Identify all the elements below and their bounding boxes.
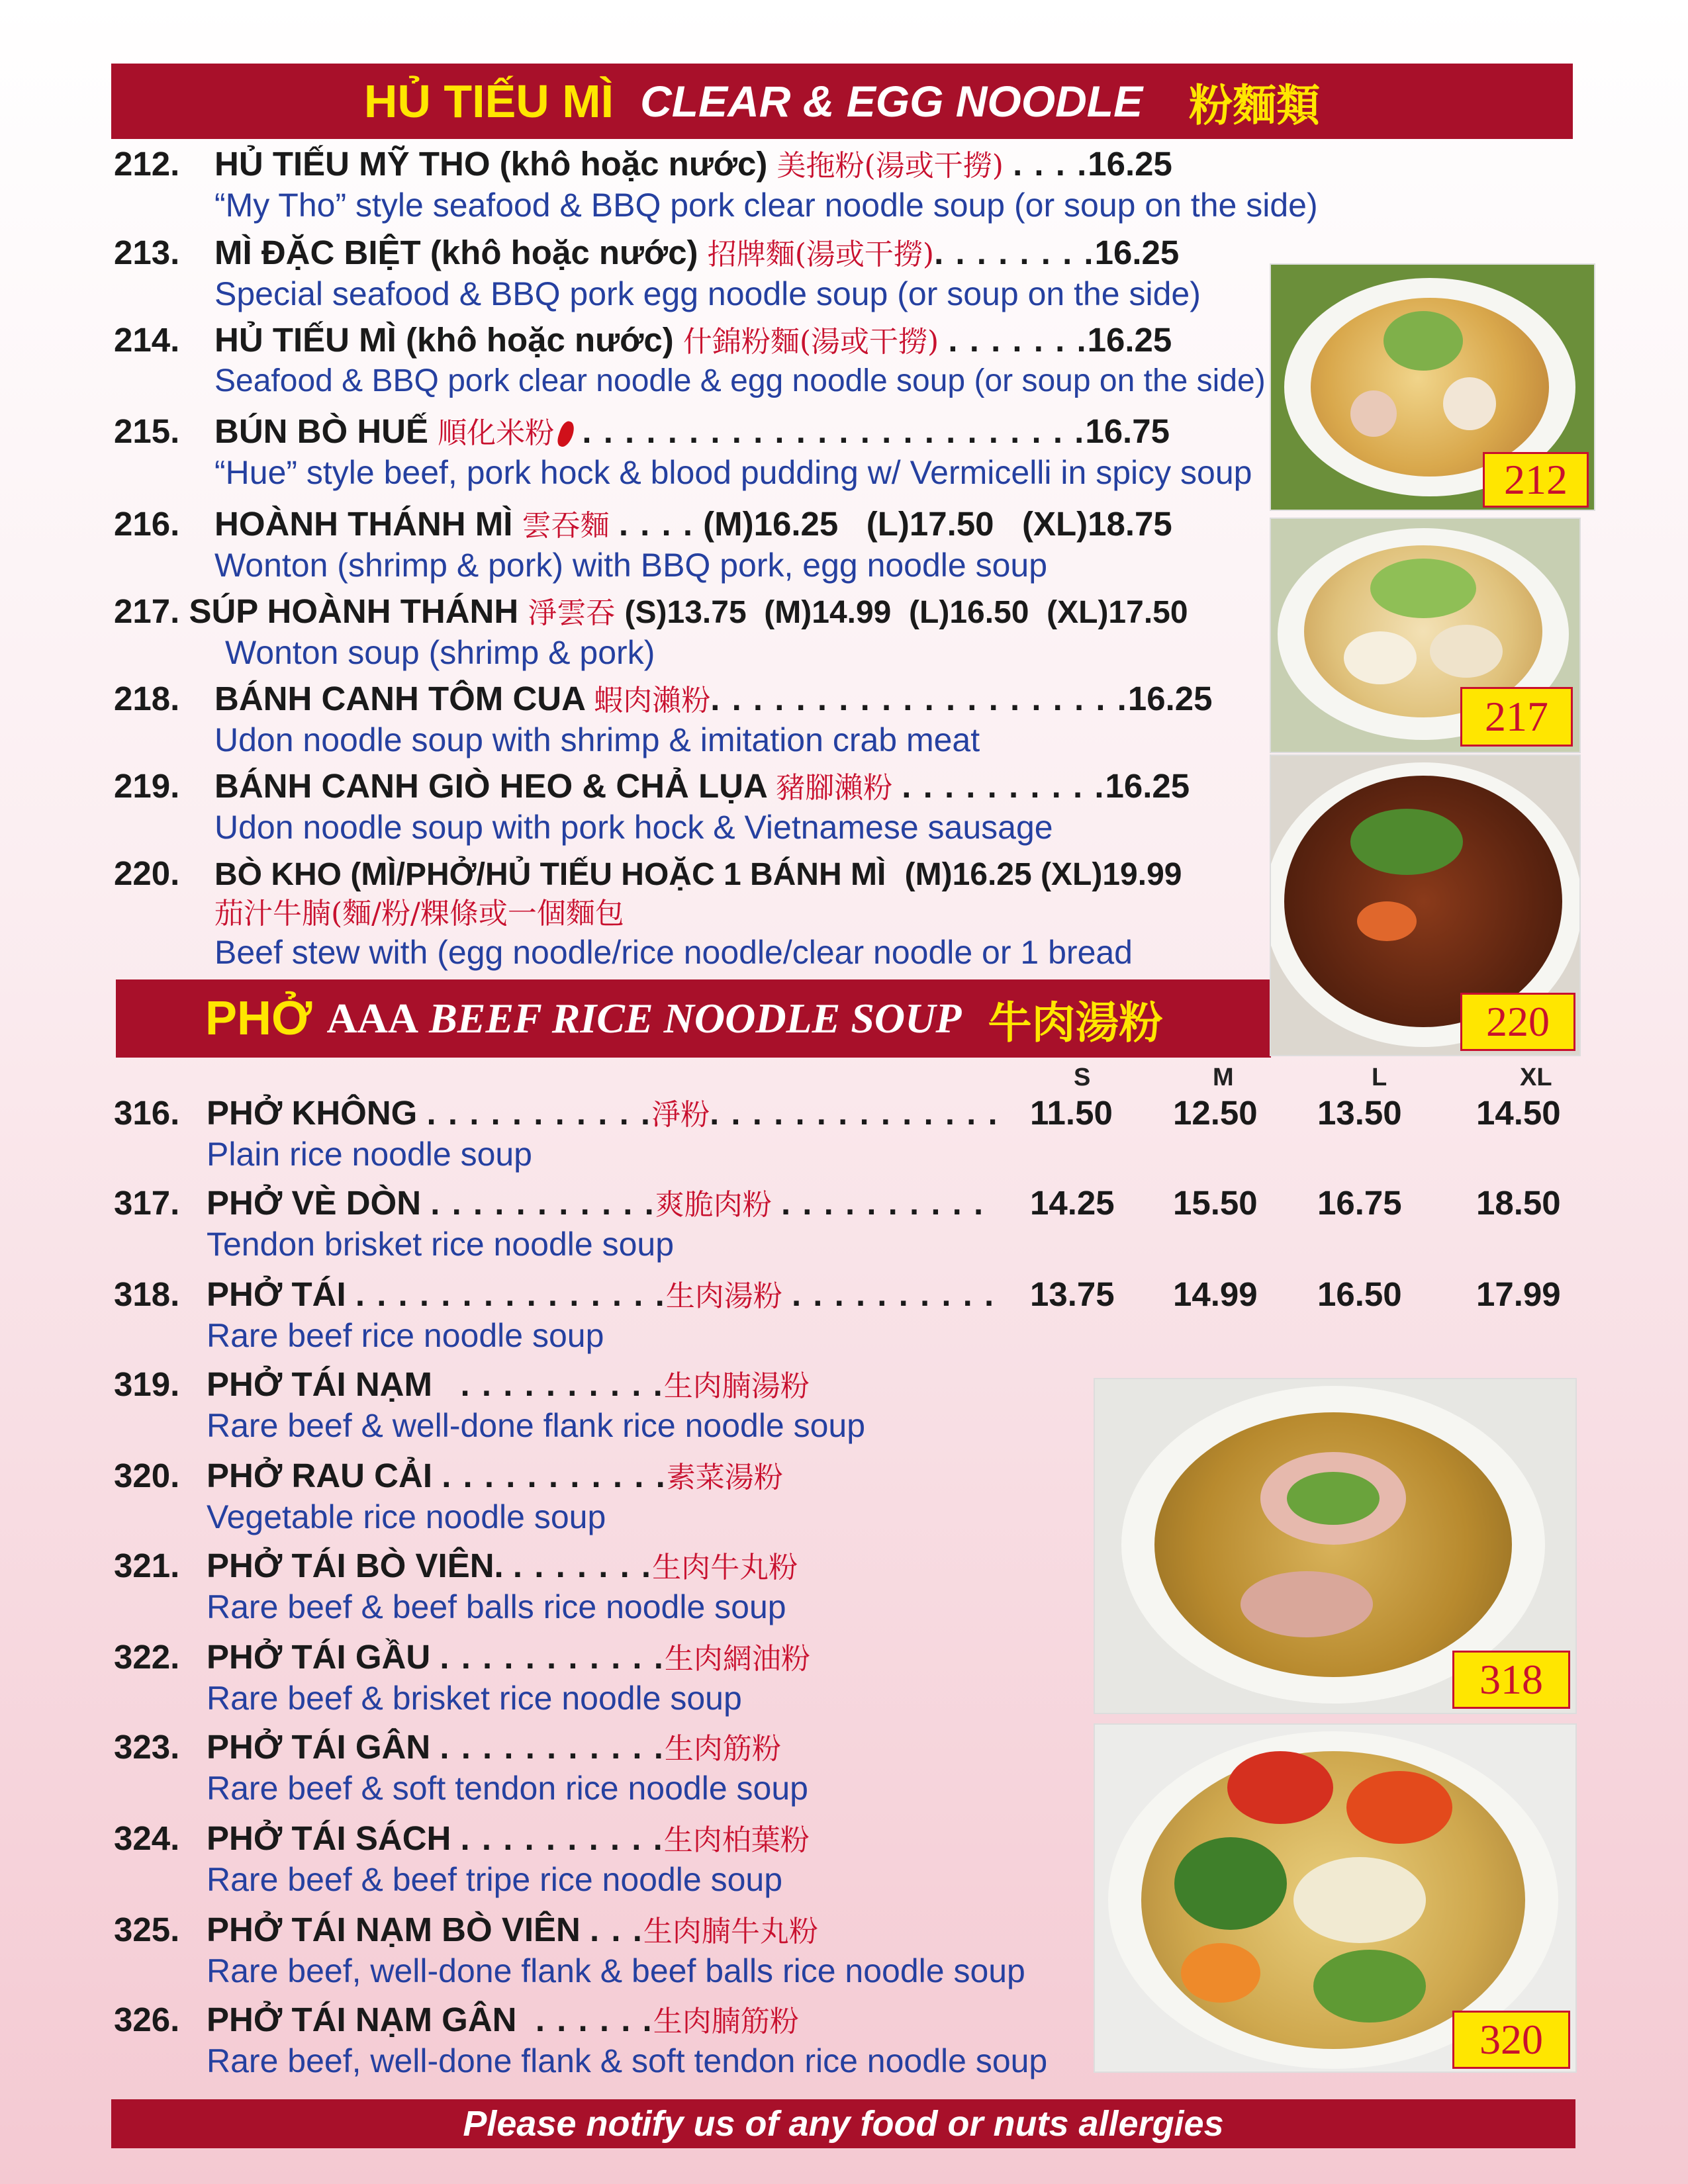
item-name: PHỞ TÁI xyxy=(207,1275,346,1313)
item-price: 16.25 xyxy=(1094,234,1180,271)
section-title-vn: PHỞ xyxy=(205,992,312,1045)
leader-dots: . . . . . . . . . . xyxy=(460,1365,664,1403)
item-description: Wonton soup (shrimp & pork) xyxy=(225,634,655,671)
item-name-zh: 招牌麵(湯或干撈) xyxy=(707,238,935,271)
item-name-zh: 淨雲吞 xyxy=(528,596,616,630)
item-description: Vegetable rice noodle soup xyxy=(207,1498,606,1535)
item-number: 322. xyxy=(114,1638,180,1676)
item-name-zh: 順化米粉 xyxy=(438,416,555,450)
leader-dots: . . . . . . . xyxy=(512,1547,653,1584)
item-price: (S)13.75 (M)14.99 (L)16.50 (XL)17.50 xyxy=(624,595,1188,630)
price-s: 14.25 xyxy=(1030,1184,1115,1222)
size-header-m: M xyxy=(1213,1064,1234,1091)
item-name-zh: 淨粉 xyxy=(651,1098,710,1132)
allergy-notice-footer xyxy=(111,2099,1575,2148)
item-name-zh: 生肉筋粉 xyxy=(664,1732,781,1766)
item-number: 319. xyxy=(114,1365,180,1403)
price-m: 15.50 xyxy=(1173,1184,1258,1222)
menu-item-321 xyxy=(114,1546,798,1626)
item-name: PHỞ TÁI NẠM BÒ VIÊN xyxy=(207,1911,581,1948)
menu-item-215 xyxy=(114,412,1252,492)
photo-label-318: 318 xyxy=(1452,1651,1570,1709)
leader-dots: . . . . . . . xyxy=(948,321,1088,359)
item-description: Rare beef rice noodle soup xyxy=(207,1317,604,1354)
item-name: HOÀNH THÁNH MÌ xyxy=(214,505,513,543)
item-number: 217. xyxy=(114,592,180,630)
menu-item-218 xyxy=(114,679,1212,759)
menu-item-325 xyxy=(114,1910,1025,1990)
menu-item-216 xyxy=(114,504,1172,584)
photo-label-212: 212 xyxy=(1483,452,1589,508)
item-number: 316. xyxy=(114,1094,180,1132)
item-price: 16.25 xyxy=(1087,321,1172,359)
section-title-en: CLEAR & EGG NOODLE xyxy=(640,77,1143,126)
leader-dots: . . . . . . . . . . . . . . xyxy=(710,1094,999,1132)
item-name: HỦ TIẾU MÌ (khô hoặc nước) xyxy=(214,321,674,359)
food-photo-220 xyxy=(1270,754,1581,1056)
leader-dots: . . . . . . . . . . . . . . . . . . . . . . . . xyxy=(582,412,1086,450)
item-description: Rare beef & soft tendon rice noodle soup xyxy=(207,1770,808,1807)
item-name: PHỞ TÁI NẠM xyxy=(207,1365,432,1403)
item-price: (M)16.25 (XL)19.99 xyxy=(904,857,1182,892)
section-title-vn: HỦ TIẾU MÌ xyxy=(363,75,614,127)
leader-dots: . . . . . . . . . . xyxy=(791,1275,996,1313)
item-price: 16.25 xyxy=(1088,145,1172,183)
item-number: 317. xyxy=(114,1184,180,1222)
leader-dots: . . . . xyxy=(618,505,694,543)
price-xl: 14.50 xyxy=(1476,1094,1561,1132)
menu-item-318 xyxy=(114,1275,995,1355)
item-description: Udon noodle soup with pork hock & Vietnamese sausage xyxy=(214,809,1053,846)
item-number: 320. xyxy=(114,1457,180,1494)
leader-dots: . . . . . . . . . . xyxy=(460,1819,664,1857)
menu-item-214 xyxy=(114,320,1266,400)
menu-item-219 xyxy=(114,766,1190,846)
menu-item-220 xyxy=(114,854,1182,972)
item-description: Rare beef & beef balls rice noodle soup xyxy=(207,1588,786,1625)
item-name-zh: 生肉柏葉粉 xyxy=(663,1823,810,1857)
item-number: 220. xyxy=(114,854,180,892)
menu-item-316 xyxy=(114,1093,999,1173)
price-m: 12.50 xyxy=(1173,1094,1258,1132)
item-name-zh: 生肉湯粉 xyxy=(665,1279,782,1313)
leader-dots: . . . . . . xyxy=(535,2001,653,2038)
food-photo-320 xyxy=(1094,1723,1577,2073)
food-photo-212 xyxy=(1270,263,1595,511)
item-description: Seafood & BBQ pork clear noodle & egg noodle soup (or soup on the side) xyxy=(214,363,1266,398)
photo-label-217: 217 xyxy=(1460,687,1573,747)
menu-item-322 xyxy=(114,1637,810,1717)
item-description: Rare beef & beef tripe rice noodle soup xyxy=(207,1861,782,1898)
item-number: 213. xyxy=(114,234,180,271)
item-price: 16.25 xyxy=(1127,680,1213,717)
item-name-zh: 爽脆肉粉 xyxy=(655,1188,772,1222)
item-description: Rare beef & well-done flank rice noodle soup xyxy=(207,1407,866,1444)
food-photo-217 xyxy=(1270,518,1581,753)
item-description: Beef stew with (egg noodle/rice noodle/clear noodle or 1 bread xyxy=(214,934,1133,971)
item-name: BÚN BÒ HUẾ xyxy=(214,412,429,450)
leader-dots: . . . . xyxy=(1013,145,1088,183)
leader-dots: . . . . . . . . xyxy=(934,234,1095,271)
item-price: (M)16.25 (L)17.50 (XL)18.75 xyxy=(703,505,1172,543)
item-description: Plain rice noodle soup xyxy=(207,1136,532,1173)
section-title-zh: 牛肉湯粉 xyxy=(988,997,1163,1048)
leader-dots: . . . . . . . . . . . xyxy=(440,1638,665,1676)
chili-spicy-icon xyxy=(555,419,576,448)
item-name: PHỞ RAU CẢI xyxy=(207,1457,433,1494)
item-price: 16.25 xyxy=(1105,767,1190,805)
leader-dots: . . . . . . . . . . . . . . . xyxy=(355,1275,666,1313)
leader-dots: . . . . . . . . . . . xyxy=(442,1457,667,1494)
allergy-notice-text: Please notify us of any food or nuts allergies xyxy=(463,2104,1224,2144)
item-description: Udon noodle soup with shrimp & imitation crab meat xyxy=(214,721,980,758)
leader-dots: . . . . . . . . . . . xyxy=(440,1728,665,1766)
item-description: Rare beef, well-done flank & soft tendon rice noodle soup xyxy=(207,2042,1048,2079)
item-price: 16.75 xyxy=(1085,412,1170,450)
menu-item-217 xyxy=(114,592,1188,672)
item-name: PHỞ TÁI GÂN xyxy=(207,1728,431,1766)
section-title-en: BEEF RICE NOODLE SOUP xyxy=(429,995,962,1042)
item-name: PHỞ TÁI SÁCH xyxy=(207,1819,451,1857)
menu-item-326 xyxy=(114,2000,1047,2080)
menu-item-319 xyxy=(114,1365,865,1445)
leader-dots: . . . . . . . . . . . . . . . . . . . . xyxy=(710,680,1128,717)
item-description: Special seafood & BBQ pork egg noodle soup (or soup on the side) xyxy=(214,275,1201,312)
section-title-aaa: AAA xyxy=(326,995,419,1042)
item-name-zh: 什錦粉麵(湯或干撈) xyxy=(682,325,939,359)
item-name: PHỞ TÁI GẦU xyxy=(207,1638,431,1676)
section-banner-pho xyxy=(116,979,1271,1058)
photo-label-220: 220 xyxy=(1460,993,1575,1051)
menu-item-317 xyxy=(114,1183,984,1263)
item-name-zh: 豬腳瀨粉 xyxy=(776,771,893,805)
item-number: 323. xyxy=(114,1728,180,1766)
item-name-zh: 蝦肉瀨粉 xyxy=(594,684,711,717)
item-number: 214. xyxy=(114,321,180,359)
size-header-xl: XL xyxy=(1520,1064,1552,1091)
menu-item-324 xyxy=(114,1819,810,1899)
price-xl: 17.99 xyxy=(1476,1275,1561,1313)
food-photo-318 xyxy=(1094,1378,1577,1714)
item-name: SÚP HOÀNH THÁNH xyxy=(189,592,519,630)
item-number: 326. xyxy=(114,2001,180,2038)
section-title-zh: 粉麵類 xyxy=(1189,79,1321,131)
item-number: 325. xyxy=(114,1911,180,1948)
leader-dots: . . . xyxy=(590,1911,643,1948)
item-name: BÁNH CANH TÔM CUA xyxy=(214,680,585,717)
menu-item-320 xyxy=(114,1456,783,1536)
item-number: 219. xyxy=(114,767,180,805)
item-name: BÒ KHO (MÌ/PHỞ/HỦ TIẾU HOẶC 1 BÁNH MÌ xyxy=(214,857,886,892)
menu-item-323 xyxy=(114,1727,808,1807)
price-s: 13.75 xyxy=(1030,1275,1115,1313)
item-name-zh: 生肉牛丸粉 xyxy=(652,1551,798,1584)
item-description: Rare beef, well-done flank & beef balls rice noodle soup xyxy=(207,1952,1025,1989)
item-name-zh: 生肉網油粉 xyxy=(664,1642,810,1676)
item-number: 324. xyxy=(114,1819,180,1857)
price-m: 14.99 xyxy=(1173,1275,1258,1313)
item-name: PHỞ VÈ DÒN xyxy=(207,1184,422,1222)
price-s: 11.50 xyxy=(1030,1094,1113,1132)
item-description: Rare beef & brisket rice noodle soup xyxy=(207,1680,742,1717)
size-header-s: S xyxy=(1074,1064,1091,1091)
price-l: 16.50 xyxy=(1317,1275,1402,1313)
item-name-zh: 生肉腩湯粉 xyxy=(663,1369,810,1403)
section-banner-clear-egg-noodle xyxy=(111,64,1573,139)
item-name: BÁNH CANH GIÒ HEO & CHẢ LỤA xyxy=(214,767,767,805)
photo-label-320: 320 xyxy=(1452,2011,1570,2069)
item-name-zh: 茄汁牛腩(麵/粉/粿條或一個麵包 xyxy=(214,897,624,931)
item-name: PHỞ TÁI NẠM GÂN xyxy=(207,2001,517,2038)
item-name: PHỞ TÁI BÒ VIÊN. xyxy=(207,1547,504,1584)
item-number: 216. xyxy=(114,505,180,543)
menu-item-213 xyxy=(114,233,1201,313)
item-name-zh: 美拖粉(湯或干撈) xyxy=(776,149,1004,183)
size-header-l: L xyxy=(1372,1064,1387,1091)
item-number: 215. xyxy=(114,412,180,450)
leader-dots: . . . . . . . . . . . xyxy=(430,1184,655,1222)
menu-item-212 xyxy=(114,144,1318,224)
item-name-zh: 雲吞麵 xyxy=(522,509,610,543)
item-number: 212. xyxy=(114,145,180,183)
item-number: 218. xyxy=(114,680,180,717)
price-xl: 18.50 xyxy=(1476,1184,1561,1222)
item-number: 321. xyxy=(114,1547,180,1584)
item-description: “My Tho” style seafood & BBQ pork clear noodle soup (or soup on the side) xyxy=(214,187,1318,224)
leader-dots: . . . . . . . . . . xyxy=(902,767,1105,805)
item-name-zh: 生肉腩筋粉 xyxy=(653,2005,799,2038)
item-description: Tendon brisket rice noodle soup xyxy=(207,1226,675,1263)
item-name-zh: 生肉腩牛丸粉 xyxy=(643,1915,818,1948)
item-description: “Hue” style beef, pork hock & blood pudding w/ Vermicelli in spicy soup xyxy=(214,454,1252,491)
leader-dots: . . . . . . . . . . . xyxy=(426,1094,652,1132)
item-name: HỦ TIẾU MỸ THO (khô hoặc nước) xyxy=(214,145,768,183)
item-name: PHỞ KHÔNG xyxy=(207,1094,418,1132)
price-l: 13.50 xyxy=(1317,1094,1402,1132)
price-l: 16.75 xyxy=(1317,1184,1402,1222)
item-number: 318. xyxy=(114,1275,180,1313)
leader-dots: . . . . . . . . . . xyxy=(780,1184,985,1222)
item-description: Wonton (shrimp & pork) with BBQ pork, egg noodle soup xyxy=(214,547,1048,584)
item-name: MÌ ĐẶC BIỆT (khô hoặc nước) xyxy=(214,234,698,271)
item-name-zh: 素菜湯粉 xyxy=(666,1461,783,1494)
